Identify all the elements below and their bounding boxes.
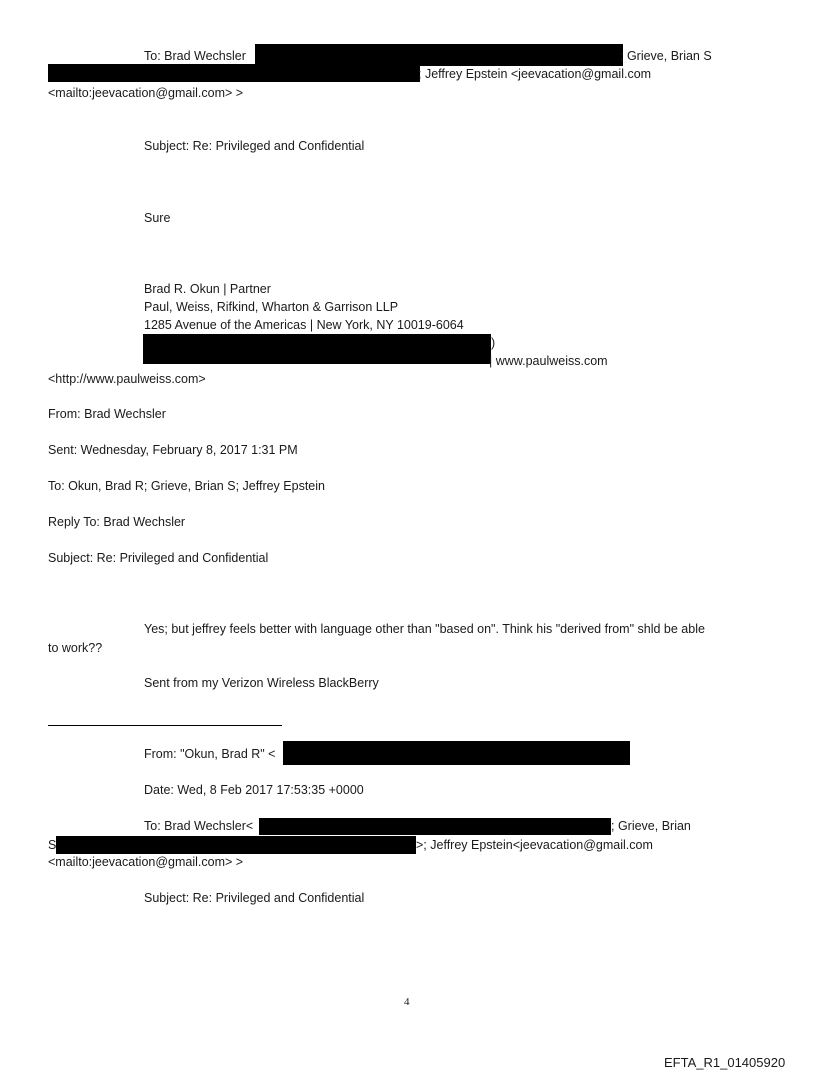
- signature-firm: Paul, Weiss, Rifkind, Wharton & Garrison LLP: [144, 300, 399, 314]
- redaction-bar: [143, 334, 491, 364]
- from-line: From: Brad Wechsler: [48, 407, 166, 421]
- sent-line: Sent: Wednesday, February 8, 2017 1:31 PM: [48, 443, 298, 457]
- signature-paren: ): [491, 336, 496, 350]
- signature-name-title: Brad R. Okun | Partner: [144, 282, 271, 296]
- signature-website: | www.paulweiss.com: [489, 354, 608, 368]
- from-line: From: "Okun, Brad R" <: [144, 747, 276, 761]
- redaction-bar: [259, 818, 611, 835]
- message-body: Sure: [144, 211, 171, 225]
- signature-address: 1285 Avenue of the Americas | New York, NY 10019-6064: [144, 318, 464, 332]
- separator-rule: [48, 725, 282, 726]
- to-recipient-epstein: >; Jeffrey Epstein<jeevacation@gmail.com: [416, 838, 653, 852]
- page-number: 4: [404, 996, 410, 1008]
- to-recipient-epstein: ; Jeffrey Epstein <jeevacation@gmail.com: [418, 67, 652, 81]
- redaction-bar: [283, 741, 630, 765]
- to-recipient-grieve: ; Grieve, Brian S: [620, 49, 712, 63]
- redaction-bar: [56, 836, 416, 854]
- subject-line: Subject: Re: Privileged and Confidential: [144, 891, 365, 905]
- to-line: To: Okun, Brad R; Grieve, Brian S; Jeffrey Epstein: [48, 479, 325, 493]
- mailto-link: <mailto:jeevacation@gmail.com> >: [48, 86, 244, 100]
- message-body-continued: to work??: [48, 641, 103, 655]
- redaction-bar: [255, 44, 623, 66]
- to-line: To: Brad Wechsler: [144, 49, 246, 63]
- date-line: Date: Wed, 8 Feb 2017 17:53:35 +0000: [144, 783, 364, 797]
- document-id: EFTA_R1_01405920: [664, 1055, 786, 1070]
- message-body: Yes; but jeffrey feels better with language other than "based on". Think his "derived from" shld be able: [144, 622, 705, 636]
- to-recipient-grieve: ; Grieve, Brian: [611, 819, 691, 833]
- subject-line: Subject: Re: Privileged and Confidential: [48, 551, 269, 565]
- subject-line: Subject: Re: Privileged and Confidential: [144, 139, 365, 153]
- mailto-link: <mailto:jeevacation@gmail.com> >: [48, 855, 244, 869]
- to-recipient-s: S: [48, 838, 57, 852]
- to-line: To: Brad Wechsler<: [144, 819, 254, 833]
- mobile-signature: Sent from my Verizon Wireless BlackBerry: [144, 676, 379, 690]
- reply-to-line: Reply To: Brad Wechsler: [48, 515, 186, 529]
- redaction-bar: [48, 64, 420, 82]
- signature-website-link: <http://www.paulweiss.com>: [48, 372, 206, 386]
